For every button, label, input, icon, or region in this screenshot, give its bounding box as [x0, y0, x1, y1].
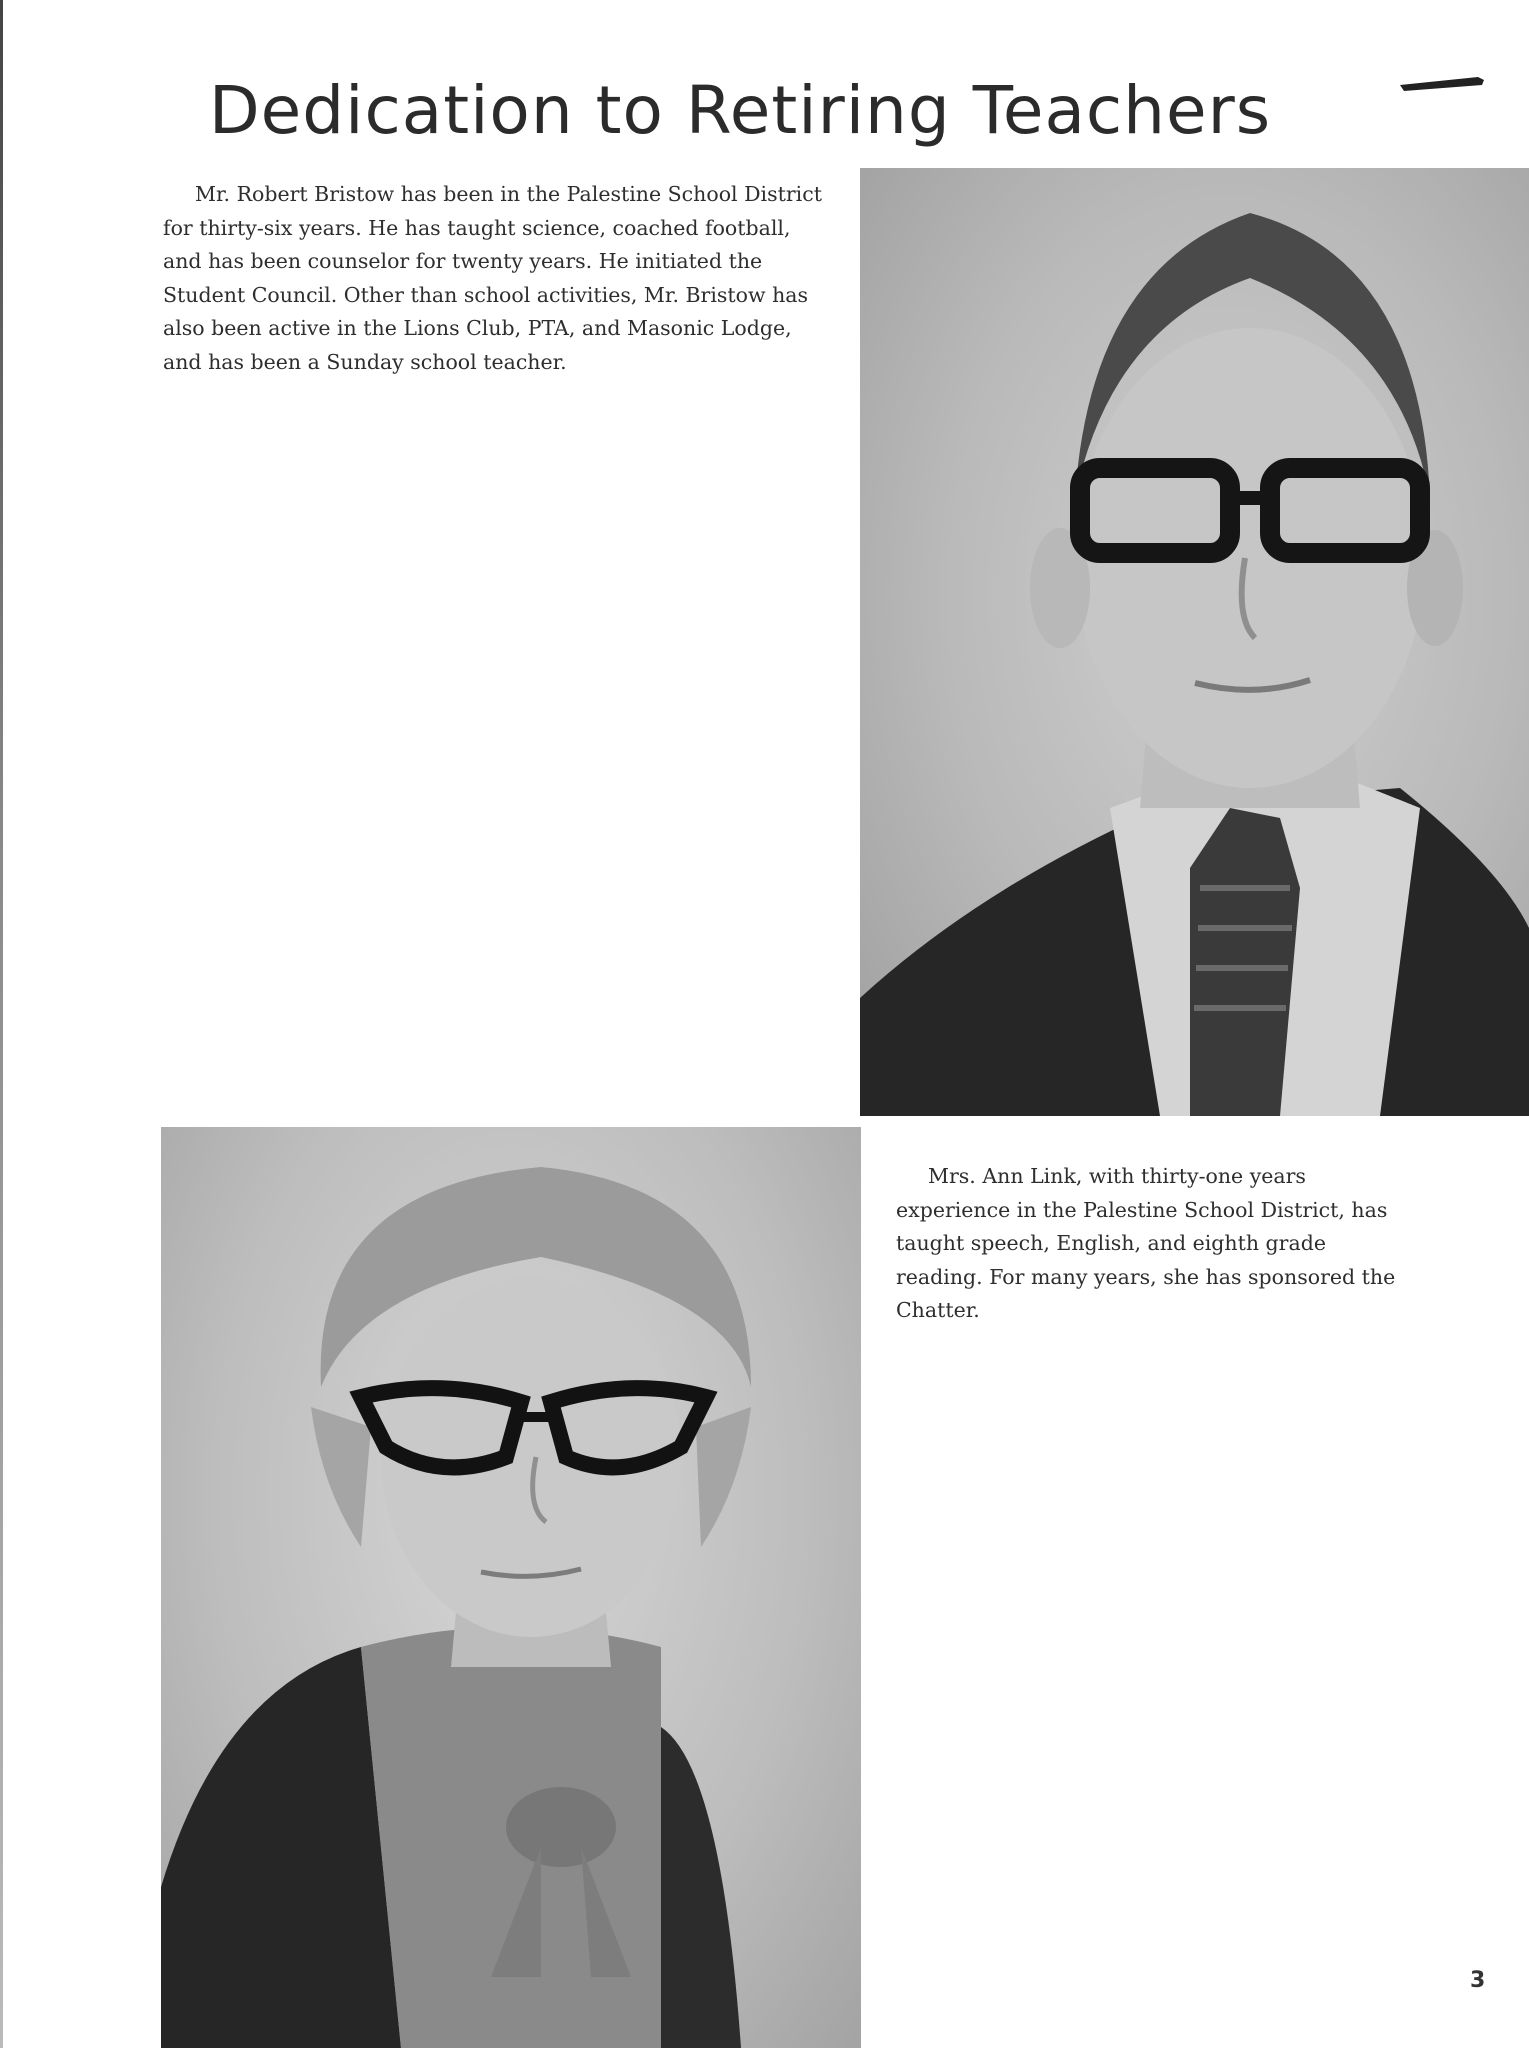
- page-number: 3: [1470, 1968, 1486, 1993]
- link-bio: Mrs. Ann Link, with thirty-one years experience in the Palestine School District, has taught speech, English, and eighth grade reading. For many years, she has sponsored the Chatter.: [896, 1164, 1396, 1322]
- link-portrait: [161, 1127, 861, 2048]
- bristow-bio: Mr. Robert Bristow has been in the Palestine School District for thirty-six years. He has taught science, coached football, and has been counselor for twenty years. He initiated the Student Council. Other than school activities, Mr. Bristow has also been active in the Lions Club, PTA, and Masonic Lodge, and has been a Sunday school teacher.: [163, 182, 822, 374]
- binding-edge: [0, 0, 3, 2048]
- bristow-portrait: [860, 168, 1529, 1116]
- page-title: Dedication to Retiring Teachers: [208, 72, 1272, 149]
- pen-mark: [1398, 76, 1486, 92]
